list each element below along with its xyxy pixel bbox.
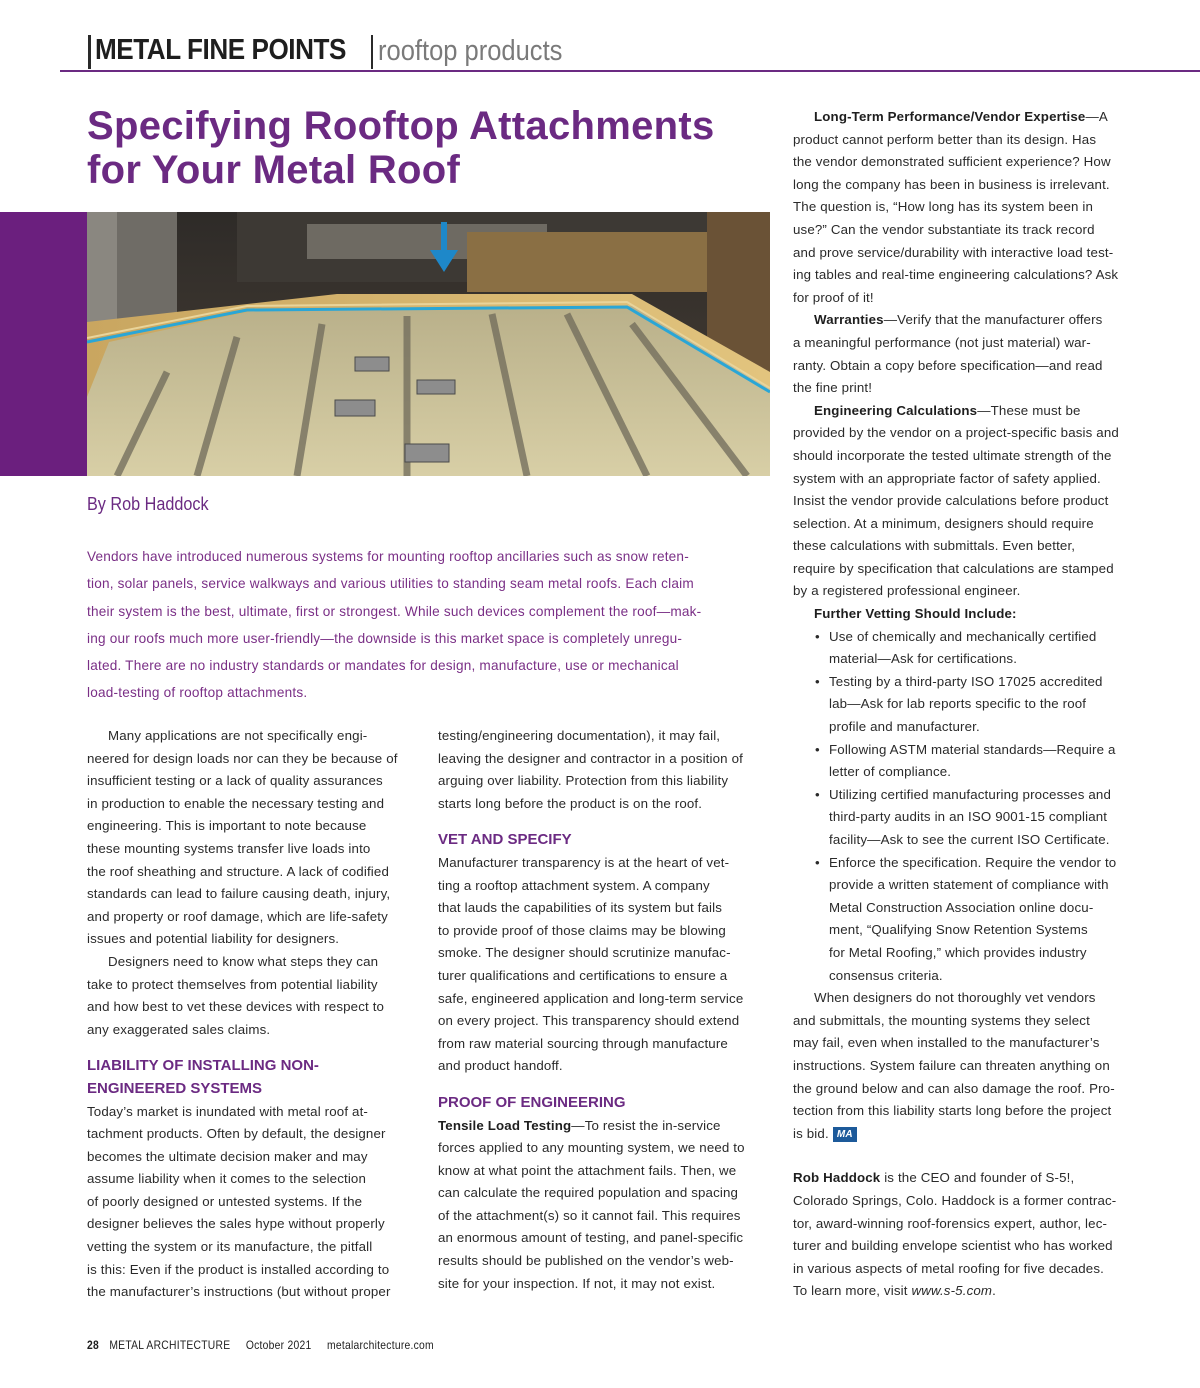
bullet-item: material—Ask for certifications. xyxy=(829,651,1018,667)
body-line: of the attachment(s) so it cannot fail. This requires xyxy=(438,1207,741,1223)
body-line: an enormous amount of testing, and panel-specific xyxy=(438,1230,744,1246)
body-line: ing tables and real-time engineering calculations? Ask xyxy=(793,267,1119,283)
body-line: may fail, even when installed to the manufacturer’s xyxy=(793,1035,1100,1051)
body-line: long the company has been in business is irrelevant. xyxy=(793,176,1110,192)
roof-test-photo xyxy=(87,212,770,476)
accent-tab xyxy=(0,212,87,476)
intro-line: lated. There are no industry standards or mandates for design, manufacture, use or mechanical xyxy=(87,658,679,674)
byline: By Rob Haddock xyxy=(87,494,209,514)
author-bio-line: Colorado Springs, Colo. Haddock is a former contrac- xyxy=(793,1192,1117,1208)
body-line: should incorporate the tested ultimate strength of the xyxy=(793,447,1112,463)
issue-date: October 2021 xyxy=(245,1338,312,1352)
header-rule xyxy=(60,70,1200,72)
body-line: testing/engineering documentation), it may fail, xyxy=(438,728,721,743)
title-line: for Your Metal Roof xyxy=(87,148,461,192)
body-line: the ground below and can also damage the roof. Pro- xyxy=(793,1080,1115,1096)
body-line: the manufacturer’s instructions (but without proper xyxy=(87,1284,391,1300)
body-line: product cannot perform better than its design. Has xyxy=(793,131,1097,147)
author-bio-line: in various aspects of metal roofing for five decades. xyxy=(793,1260,1104,1276)
body-line: any exaggerated sales claims. xyxy=(87,1021,271,1037)
body-line: is this: Even if the product is installed according to xyxy=(87,1261,390,1277)
bullet-item: consensus criteria. xyxy=(829,967,943,983)
body-line: standards can lead to failure causing death, injury, xyxy=(87,886,391,902)
body-line: Today’s market is inundated with metal roof at- xyxy=(87,1103,368,1119)
body-line: leaving the designer and contractor in a position of xyxy=(438,750,743,766)
intro-line: tion, solar panels, service walkways and various utilities to standing seam metal roofs. Each claim xyxy=(87,576,694,592)
author-bio-line: Rob Haddock is the CEO and founder of S-5!, xyxy=(793,1170,1075,1186)
body-line: Many applications are not specifically engi- xyxy=(108,728,368,743)
body-line: and submittals, the mounting systems they select xyxy=(793,1012,1090,1028)
body-line: becomes the ultimate decision maker and may xyxy=(87,1148,368,1164)
body-line: Insist the vendor provide calculations before product xyxy=(793,493,1109,509)
website: metalarchitecture.com xyxy=(326,1338,434,1352)
body-column-2 xyxy=(438,725,773,1295)
body-line: the vendor demonstrated sufficient experience? How xyxy=(793,154,1111,170)
body-line: tection from this liability starts long before the project xyxy=(793,1103,1112,1119)
end-mark-logo: MA xyxy=(833,1127,857,1142)
body-line: in production to enable the necessary testing and xyxy=(87,795,385,811)
article-title xyxy=(87,104,787,192)
run-in-heading: Tensile Load Testing xyxy=(438,1117,572,1133)
body-line: from raw material sourcing through manufacture xyxy=(438,1035,728,1051)
body-line: insufficient testing or a lack of quality assurances xyxy=(87,773,383,789)
body-line: these calculations with submittals. Even better, xyxy=(793,538,1076,554)
header-divider xyxy=(371,35,373,69)
body-line: system with an appropriate factor of safety applied. xyxy=(793,470,1101,486)
body-line: The question is, “How long has its system been in xyxy=(793,199,1094,215)
run-in-heading: Engineering Calculations xyxy=(814,402,978,418)
body-line: by a registered professional engineer. xyxy=(793,583,1021,599)
body-line: forces applied to any mounting system, we need to xyxy=(438,1140,745,1156)
section-heading: PROOF OF ENGINEERING xyxy=(438,1093,626,1111)
magazine-name: METAL ARCHITECTURE xyxy=(109,1338,231,1352)
body-line: is bid. MA xyxy=(793,1123,1148,1146)
bullet-item: provide a written statement of compliance with xyxy=(829,877,1109,893)
bullet-item: facility—Ask to see the current ISO Certificate. xyxy=(829,832,1110,847)
bullet-item: Metal Construction Association online docu- xyxy=(829,899,1094,915)
body-line: assume liability when it comes to the selection xyxy=(87,1171,367,1187)
body-line: of poorly designed or untested systems. If the xyxy=(87,1193,363,1209)
intro-line: their system is the best, ultimate, first or strongest. While such devices complement the roof—mak- xyxy=(87,603,702,619)
body-line: neered for design loads nor can they be because of xyxy=(87,750,398,766)
intro-line: ing our roofs much more user-friendly—the downside is this market space is completely unregu- xyxy=(87,630,683,646)
section-heading: LIABILITY OF INSTALLING NON- xyxy=(87,1057,319,1075)
body-line: designer believes the sales hype without properly xyxy=(87,1216,385,1232)
section-label: METAL FINE POINTS xyxy=(95,34,346,66)
page-number: 28 xyxy=(87,1338,99,1352)
body-line: these mounting systems transfer live loads into xyxy=(87,840,371,856)
bullet-item: ment, “Qualifying Snow Retention Systems xyxy=(829,922,1088,938)
bullet-item: • Utilizing certified manufacturing processes and xyxy=(815,786,1111,802)
body-line: smoke. The designer should scrutinize manufac- xyxy=(438,945,731,961)
intro-paragraph xyxy=(87,543,767,707)
section-heading: ENGINEERED SYSTEMS xyxy=(87,1079,263,1097)
bullet-item: profile and manufacturer. xyxy=(829,719,980,735)
body-line: safe, engineered application and long-term service xyxy=(438,990,744,1006)
body-line: use?” Can the vendor substantiate its track record xyxy=(793,221,1095,237)
body-line: to provide proof of those claims may be blowing xyxy=(438,922,726,938)
run-in-heading: Long-Term Performance/Vendor Expertise xyxy=(814,109,1086,124)
body-line: and property or roof damage, which are life-safety xyxy=(87,908,388,924)
body-line: the fine print! xyxy=(793,380,873,396)
list-heading xyxy=(793,603,1148,626)
body-line: require by specification that calculations are stamped xyxy=(793,560,1114,576)
body-line xyxy=(438,1115,773,1138)
body-line: the roof sheathing and structure. A lack of codified xyxy=(87,863,389,879)
body-text: —Verify that the manufacturer offers xyxy=(883,312,1103,328)
bullet-item: lab—Ask for lab reports specific to the roof xyxy=(829,696,1087,712)
body-line: issues and potential liability for designers. xyxy=(87,931,340,947)
body-line: instructions. System failure can threaten anything on xyxy=(793,1057,1110,1073)
title-line: Specifying Rooftop Attachments xyxy=(87,104,715,148)
body-line: tachment products. Often by default, the designer xyxy=(87,1126,386,1142)
body-text: —To resist the in-service xyxy=(571,1117,721,1133)
body-line: Manufacturer transparency is at the heart of vet- xyxy=(438,854,730,870)
page-footer xyxy=(87,1338,449,1352)
bullet-item: third-party audits in an ISO 9001-15 compliant xyxy=(829,809,1108,825)
body-line: vetting the system or its manufacture, the pitfall xyxy=(87,1239,373,1255)
bullet-item: letter of compliance. xyxy=(829,764,952,780)
body-line: selection. At a minimum, designers should require xyxy=(793,515,1094,531)
intro-line: Vendors have introduced numerous systems for mounting rooftop ancillaries such as snow reten- xyxy=(87,549,689,564)
intro-line: load-testing of rooftop attachments. xyxy=(87,685,308,701)
bullet-item: • Use of chemically and mechanically certified xyxy=(815,628,1097,644)
body-line: turer qualifications and certifications to ensure a xyxy=(438,967,728,983)
body-line: that lauds the capabilities of its system but fails xyxy=(438,900,723,916)
body-line: engineering. This is important to note because xyxy=(87,818,367,834)
body-line: ting a rooftop attachment system. A company xyxy=(438,877,710,893)
body-line: know at what point the attachment fails. Then, we xyxy=(438,1162,737,1178)
body-line: can calculate the required population and spacing xyxy=(438,1185,739,1201)
body-line: site for your inspection. If not, it may not exist. xyxy=(438,1275,716,1291)
body-line: and prove service/durability with interactive load test- xyxy=(793,244,1114,260)
body-line: results should be published on the vendor’s web- xyxy=(438,1253,734,1269)
author-website-link[interactable]: www.s-5.com xyxy=(911,1283,993,1299)
section-heading: VET AND SPECIFY xyxy=(438,831,572,849)
body-line: Designers need to know what steps they can xyxy=(108,953,379,969)
author-bio-line: tor, award-winning roof-forensics expert, author, lec- xyxy=(793,1215,1108,1231)
body-line: on every project. This transparency should extend xyxy=(438,1013,740,1029)
topic-label: rooftop products xyxy=(378,35,563,67)
bullet-item: for Metal Roofing,” which provides industry xyxy=(829,944,1087,960)
body-line xyxy=(793,106,1148,129)
author-name: Rob Haddock xyxy=(793,1170,881,1186)
body-line: and how best to vet these devices with respect to xyxy=(87,999,385,1015)
body-line xyxy=(793,400,1148,423)
author-bio-line: To learn more, visit www.s-5.com. xyxy=(793,1283,997,1299)
body-line: provided by the vendor on a project-specific basis and xyxy=(793,425,1119,441)
body-line: take to protect themselves from potential liability xyxy=(87,976,378,992)
body-column-3 xyxy=(793,106,1148,1303)
body-text: —These must be xyxy=(977,402,1081,418)
bullet-item: • Enforce the specification. Require the vendor to xyxy=(815,854,1117,870)
body-line: When designers do not thoroughly vet vendors xyxy=(814,990,1096,1006)
header-bar-left xyxy=(88,35,91,69)
body-line: for proof of it! xyxy=(793,289,874,305)
body-text: —A xyxy=(1085,109,1108,124)
bullet-item: • Testing by a third-party ISO 17025 accredited xyxy=(815,673,1103,689)
list-heading-text: Further Vetting Should Include: xyxy=(814,606,1017,622)
body-line: arguing over liability. Protection from this liability xyxy=(438,773,729,789)
body-column-1 xyxy=(87,725,422,1304)
body-line: ranty. Obtain a copy before specification—and read xyxy=(793,357,1103,373)
body-line: starts long before the product is on the roof. xyxy=(438,795,703,811)
bullet-item: • Following ASTM material standards—Require a xyxy=(815,741,1116,757)
body-line xyxy=(793,309,1148,332)
run-in-heading: Warranties xyxy=(814,312,884,328)
body-line: and product handoff. xyxy=(438,1058,563,1074)
body-line: a meaningful performance (not just material) war- xyxy=(793,334,1091,350)
author-bio-line: turer and building envelope scientist who has worked xyxy=(793,1238,1113,1254)
